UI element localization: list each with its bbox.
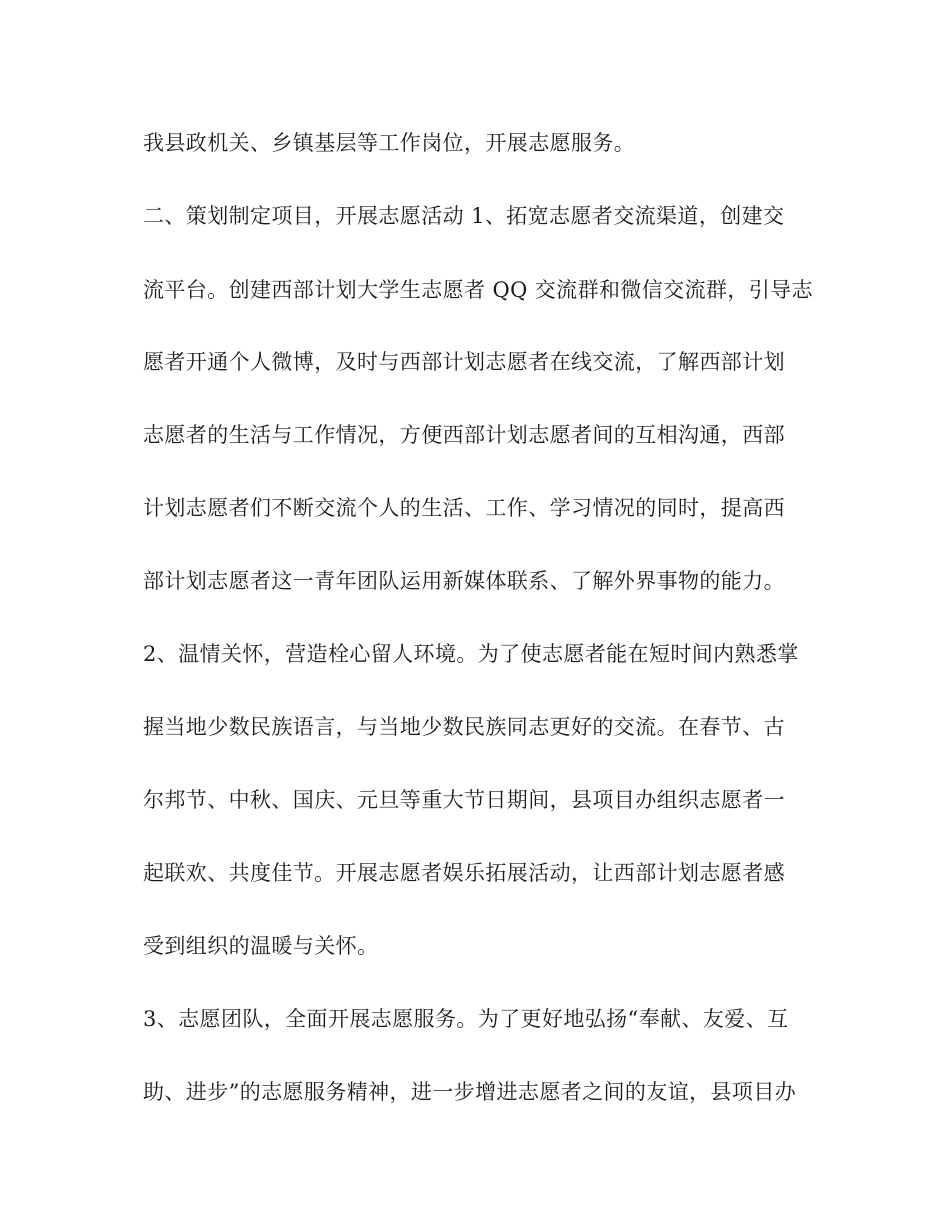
text-line: 2、温情关怀，营造栓心留人环境。为了使志愿者能在短时间内熟悉掌 <box>143 642 799 666</box>
text-line: 尔邦节、中秋、国庆、元旦等重大节日期间，县项目办组织志愿者一 <box>143 788 785 812</box>
text-line: 计划志愿者们不断交流个人的生活、工作、学习情况的同时，提高西 <box>143 496 785 520</box>
text-line: 起联欢、共度佳节。开展志愿者娱乐拓展活动，让西部计划志愿者感 <box>143 861 785 885</box>
text-line: 流平台。创建西部计划大学生志愿者 QQ 交流群和微信交流群，引导志 <box>143 278 813 302</box>
text-line: 愿者开通个人微博，及时与西部计划志愿者在线交流，了解西部计划 <box>143 350 785 374</box>
text-line: 志愿者的生活与工作情况，方便西部计划志愿者间的互相沟通，西部 <box>143 423 785 447</box>
text-line: 助、进步”的志愿服务精神，进一步增进志愿者之间的友谊，县项目办 <box>143 1080 797 1104</box>
text-line: 握当地少数民族语言，与当地少数民族同志更好的交流。在春节、古 <box>143 715 785 739</box>
text-line: 二、策划制定项目，开展志愿活动 1、拓宽志愿者交流渠道，创建交 <box>143 204 785 228</box>
text-line: 受到组织的温暖与关怀。 <box>143 934 379 958</box>
text-line: 我县政机关、乡镇基层等工作岗位，开展志愿服务。 <box>143 131 636 155</box>
text-line: 部计划志愿者这一青年团队运用新媒体联系、了解外界事物的能力。 <box>143 569 785 593</box>
text-line: 3、志愿团队，全面开展志愿服务。为了更好地弘扬“奉献、友爱、互 <box>143 1007 789 1031</box>
